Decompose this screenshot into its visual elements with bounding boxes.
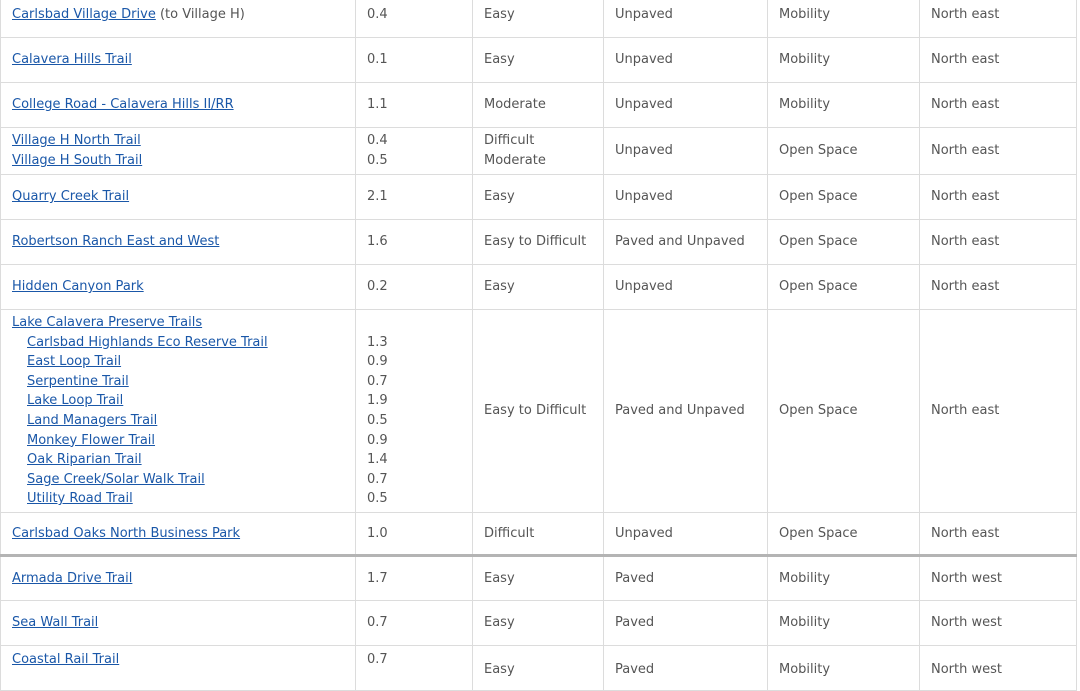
- quadrant-cell: North east: [920, 175, 1077, 220]
- trail-link[interactable]: Robertson Ranch East and West: [12, 234, 220, 250]
- miles-value: 1.9: [367, 393, 388, 409]
- type-cell: Open Space: [768, 265, 920, 310]
- table-row: [1, 175, 1077, 220]
- trail-link[interactable]: Carlsbad Highlands Eco Reserve Trail: [27, 334, 268, 350]
- trail-group-link[interactable]: Lake Calavera Preserve Trails: [12, 315, 203, 331]
- trail-link[interactable]: East Loop Trail: [27, 354, 122, 370]
- trail-link[interactable]: Oak Riparian Trail: [27, 452, 142, 468]
- miles-value: 0.9: [367, 432, 388, 448]
- trail-link[interactable]: Land Managers Trail: [27, 413, 158, 428]
- difficulty-cell: Easy: [473, 646, 604, 691]
- trail-name-cell: [1, 128, 356, 175]
- quadrant-cell: North east: [920, 220, 1077, 265]
- type-cell: Mobility: [768, 646, 920, 691]
- trail-name-cell: [1, 220, 356, 265]
- difficulty-cell: Easy to Difficult: [473, 220, 604, 265]
- surface-cell: Unpaved: [604, 265, 768, 310]
- type-cell: Mobility: [768, 601, 920, 646]
- miles-cell: 2.1: [356, 175, 473, 220]
- type-cell: Open Space: [768, 513, 920, 556]
- trail-link[interactable]: Carlsbad Oaks North Business Park: [12, 525, 241, 541]
- surface-cell: Unpaved: [604, 513, 768, 556]
- trail-link[interactable]: College Road - Calavera Hills II/RR: [12, 97, 234, 113]
- difficulty-cell: Easy: [473, 175, 604, 220]
- quadrant-cell: North west: [920, 556, 1077, 601]
- surface-cell: Unpaved: [604, 0, 768, 38]
- trail-link[interactable]: Quarry Creek Trail: [12, 189, 130, 205]
- type-cell: Mobility: [768, 38, 920, 83]
- quadrant-cell: North west: [920, 601, 1077, 646]
- difficulty-value: Difficult: [484, 133, 535, 149]
- table-row: [1, 83, 1077, 128]
- trail-link[interactable]: Utility Road Trail: [27, 491, 133, 507]
- miles-cell: 1.0: [356, 513, 473, 556]
- difficulty-cell: Moderate: [473, 83, 604, 128]
- difficulty-cell: Easy to Difficult: [473, 310, 604, 513]
- trail-link[interactable]: Coastal Rail Trail: [12, 652, 120, 667]
- table-row: [1, 38, 1077, 83]
- miles-cell: 0.7: [356, 601, 473, 646]
- surface-cell: Unpaved: [604, 128, 768, 175]
- miles-cell: 1.7: [356, 556, 473, 601]
- type-cell: Open Space: [768, 310, 920, 513]
- type-cell: Mobility: [768, 556, 920, 601]
- trail-link[interactable]: Village H North Trail: [12, 133, 141, 149]
- trail-link[interactable]: Carlsbad Village Drive: [12, 7, 156, 23]
- trail-link[interactable]: Sea Wall Trail: [12, 615, 99, 631]
- trail-link[interactable]: Serpentine Trail: [27, 373, 129, 389]
- trail-name-cell: [1, 175, 356, 220]
- surface-cell: Paved: [604, 601, 768, 646]
- trail-link[interactable]: Hidden Canyon Park: [12, 279, 144, 295]
- surface-cell: Unpaved: [604, 83, 768, 128]
- table-row: [1, 310, 1077, 513]
- trail-name-cell: [1, 513, 356, 556]
- miles-cell: [356, 128, 473, 175]
- miles-value: 0.5: [367, 413, 388, 428]
- quadrant-cell: North east: [920, 83, 1077, 128]
- trail-name-cell: [1, 0, 356, 38]
- type-cell: Open Space: [768, 175, 920, 220]
- miles-value: 0.5: [367, 491, 388, 507]
- miles-cell: 0.2: [356, 265, 473, 310]
- trail-link[interactable]: Calavera Hills Trail: [12, 52, 132, 68]
- table-row: [1, 513, 1077, 556]
- difficulty-cell: Easy: [473, 556, 604, 601]
- trail-name-suffix: (to Village H): [155, 7, 245, 23]
- type-cell: Mobility: [768, 83, 920, 128]
- table-row: [1, 556, 1077, 601]
- trail-name-cell: [1, 265, 356, 310]
- table-row: [1, 220, 1077, 265]
- difficulty-cell: Easy: [473, 265, 604, 310]
- miles-cell: 0.1: [356, 38, 473, 83]
- quadrant-cell: North east: [920, 128, 1077, 175]
- table-row: [1, 601, 1077, 646]
- surface-cell: Unpaved: [604, 175, 768, 220]
- trail-link[interactable]: Sage Creek/Solar Walk Trail: [27, 471, 205, 487]
- table-row: [1, 0, 1077, 38]
- trail-link[interactable]: Village H South Trail: [12, 153, 143, 168]
- surface-cell: Paved and Unpaved: [604, 310, 768, 513]
- surface-cell: Paved: [604, 646, 768, 691]
- miles-value: 0.7: [367, 471, 388, 487]
- miles-value: 0.5: [367, 153, 388, 168]
- table-row: [1, 646, 1077, 691]
- trail-name-cell: [1, 556, 356, 601]
- quadrant-cell: North east: [920, 513, 1077, 556]
- miles-cell: [356, 310, 473, 513]
- quadrant-cell: North east: [920, 38, 1077, 83]
- miles-value: 0.7: [367, 373, 388, 389]
- trail-link[interactable]: Armada Drive Trail: [12, 570, 133, 586]
- quadrant-cell: North west: [920, 646, 1077, 691]
- miles-cell: 0.7: [356, 646, 473, 691]
- type-cell: Mobility: [768, 0, 920, 38]
- type-cell: Open Space: [768, 128, 920, 175]
- difficulty-cell: Easy: [473, 0, 604, 38]
- trail-name-cell: [1, 601, 356, 646]
- difficulty-cell: Easy: [473, 38, 604, 83]
- trail-name-cell: [1, 38, 356, 83]
- difficulty-cell: [473, 128, 604, 175]
- miles-value: 0.4: [367, 133, 388, 149]
- surface-cell: Unpaved: [604, 38, 768, 83]
- miles-cell: 0.4: [356, 0, 473, 38]
- difficulty-cell: Difficult: [473, 513, 604, 556]
- surface-cell: Paved: [604, 556, 768, 601]
- difficulty-cell: Easy: [473, 601, 604, 646]
- type-cell: Open Space: [768, 220, 920, 265]
- trail-name-cell: [1, 310, 356, 513]
- quadrant-cell: North east: [920, 310, 1077, 513]
- miles-value: 1.3: [367, 334, 388, 350]
- miles-cell: 1.1: [356, 83, 473, 128]
- difficulty-value: Moderate: [484, 153, 546, 168]
- miles-value: 0.9: [367, 354, 388, 370]
- miles-cell: 1.6: [356, 220, 473, 265]
- trail-name-cell: [1, 646, 356, 691]
- trail-name-cell: [1, 83, 356, 128]
- miles-value: 1.4: [367, 452, 388, 468]
- trail-link[interactable]: Monkey Flower Trail: [27, 432, 156, 448]
- trail-link[interactable]: Lake Loop Trail: [27, 393, 124, 409]
- surface-cell: Paved and Unpaved: [604, 220, 768, 265]
- table-row: [1, 128, 1077, 175]
- quadrant-cell: North east: [920, 0, 1077, 38]
- quadrant-cell: North east: [920, 265, 1077, 310]
- table-row: [1, 265, 1077, 310]
